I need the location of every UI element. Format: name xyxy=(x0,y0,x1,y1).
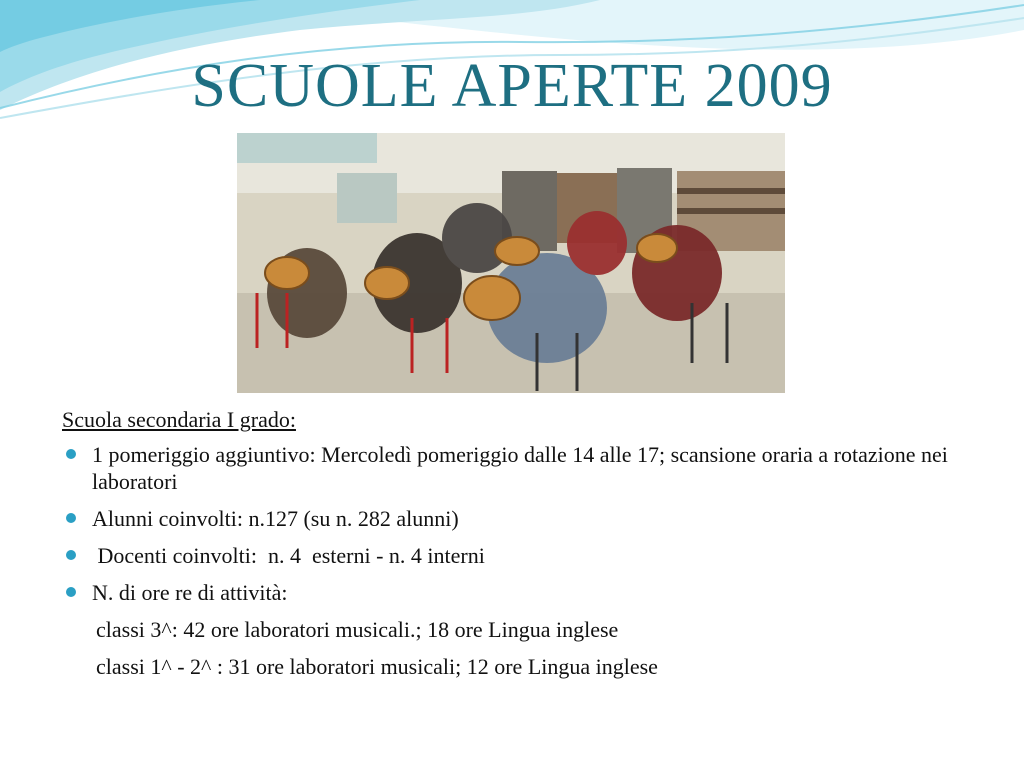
bullet-dot-icon xyxy=(66,550,76,560)
slide-title: SCUOLE APERTE 2009 xyxy=(191,52,833,120)
bullet-text: Alunni coinvolti: n.127 (su n. 282 alunni) xyxy=(92,506,459,531)
bullet-item xyxy=(62,441,962,495)
classroom-photo xyxy=(237,133,785,393)
bullet-text: N. di ore re di attività: xyxy=(92,580,288,605)
bullet-dot-icon xyxy=(66,513,76,523)
bullet-text: Docenti coinvolti: n. 4 esterni - n. 4 interni xyxy=(92,543,485,568)
classroom-photo-image xyxy=(237,133,785,393)
bullet-dot-icon xyxy=(66,587,76,597)
slide-content xyxy=(62,406,962,690)
bullet-dot-icon xyxy=(66,449,76,459)
bullet-item xyxy=(62,505,962,532)
bullet-item xyxy=(62,542,962,569)
bullet-item xyxy=(62,579,962,606)
bullet-text: 1 pomeriggio aggiuntivo: Mercoledì pomeriggio dalle 14 alle 17; scansione oraria a rotazione nei laboratori xyxy=(92,442,948,494)
hours-line-classi-3: classi 3^: 42 ore laboratori musicali.; 18 ore Lingua inglese xyxy=(96,617,619,642)
hours-line-classi-1-2: classi 1^ - 2^ : 31 ore laboratori musicali; 12 ore Lingua inglese xyxy=(96,654,658,679)
bullet-list xyxy=(62,441,962,606)
section-heading: Scuola secondaria I grado: xyxy=(62,407,296,432)
